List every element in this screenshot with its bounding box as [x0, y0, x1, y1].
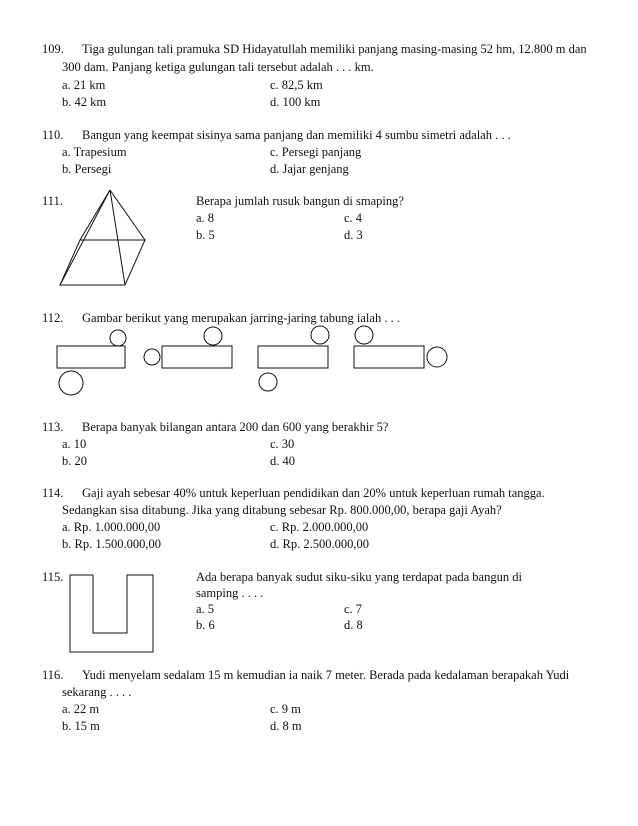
- q112-text-line1: Gambar berikut yang merupakan jarring-jaring tabung ialah . . .: [82, 311, 400, 325]
- q115-option-d: d. 8: [344, 618, 363, 632]
- q114-text-line2: Sedangkan sisa ditabung. Jika yang ditabung sebesar Rp. 800.000,00, berapa gaji Ayah?: [62, 503, 502, 517]
- q115-text-line2: samping . . . .: [196, 586, 264, 600]
- q109-option-d: d. 100 km: [270, 95, 321, 109]
- q109-option-b: b. 42 km: [62, 95, 107, 109]
- q113-option-a: a. 10: [62, 437, 87, 451]
- q111-text-line1: Berapa jumlah rusuk bangun di smaping?: [196, 194, 404, 208]
- q110-option-d: d. Jajar genjang: [270, 162, 349, 176]
- q111-number: 111.: [42, 194, 63, 208]
- q114-option-a: a. Rp. 1.000.000,00: [62, 520, 161, 534]
- q113-option-b: b. 20: [62, 454, 87, 468]
- u-shape-outline: [70, 575, 153, 652]
- q114-option-b: b. Rp. 1.500.000,00: [62, 537, 161, 551]
- q112-number: 112.: [42, 311, 64, 325]
- q115-option-b: b. 6: [196, 618, 215, 632]
- q114-option-d: d. Rp. 2.500.000,00: [270, 537, 369, 551]
- q109-option-a: a. 21 km: [62, 78, 106, 92]
- q110-number: 110.: [42, 128, 64, 142]
- q110-option-b: b. Persegi: [62, 162, 112, 176]
- q116-text-line2: sekarang . . . .: [62, 685, 132, 699]
- q114-text-line1: Gaji ayah sebesar 40% untuk keperluan pendidikan dan 20% untuk keperluan rumah tangga.: [82, 486, 545, 500]
- q113-text-line1: Berapa banyak bilangan antara 200 dan 600 yang berakhir 5?: [82, 420, 389, 434]
- q111-option-d: d. 3: [344, 228, 363, 242]
- q113-option-d: d. 40: [270, 454, 295, 468]
- q116-number: 116.: [42, 668, 64, 682]
- q110-option-a: a. Trapesium: [62, 145, 127, 159]
- q114-option-c: c. Rp. 2.000.000,00: [270, 520, 369, 534]
- q109-text-line1: Tiga gulungan tali pramuka SD Hidayatullah memiliki panjang masing-masing 52 hm, 12.800 m dan: [82, 42, 587, 56]
- q116-option-c: c. 9 m: [270, 702, 301, 716]
- q109-number: 109.: [42, 42, 64, 56]
- q116-option-d: d. 8 m: [270, 719, 302, 733]
- q115-text-line1: Ada berapa banyak sudut siku-siku yang terdapat pada bangun di: [196, 570, 522, 584]
- q110-text-line1: Bangun yang keempat sisinya sama panjang dan memiliki 4 sumbu simetri adalah . . .: [82, 128, 511, 142]
- q111-option-b: b. 5: [196, 228, 215, 242]
- q111-option-a: a. 8: [196, 211, 215, 225]
- q115-option-c: c. 7: [344, 602, 363, 616]
- q111-option-c: c. 4: [344, 211, 363, 225]
- q115-option-a: a. 5: [196, 602, 215, 616]
- q113-number: 113.: [42, 420, 64, 434]
- q110-option-c: c. Persegi panjang: [270, 145, 362, 159]
- q116-option-b: b. 15 m: [62, 719, 100, 733]
- q114-number: 114.: [42, 486, 64, 500]
- q109-text-line2: 300 dam. Panjang ketiga gulungan tali tersebut adalah . . . km.: [62, 60, 374, 74]
- q113-option-c: c. 30: [270, 437, 295, 451]
- q116-option-a: a. 22 m: [62, 702, 100, 716]
- q115-number: 115.: [42, 570, 64, 584]
- q116-text-line1: Yudi menyelam sedalam 15 m kemudian ia naik 7 meter. Berada pada kedalaman berapakah Yudi: [82, 668, 570, 682]
- q109-option-c: c. 82,5 km: [270, 78, 323, 92]
